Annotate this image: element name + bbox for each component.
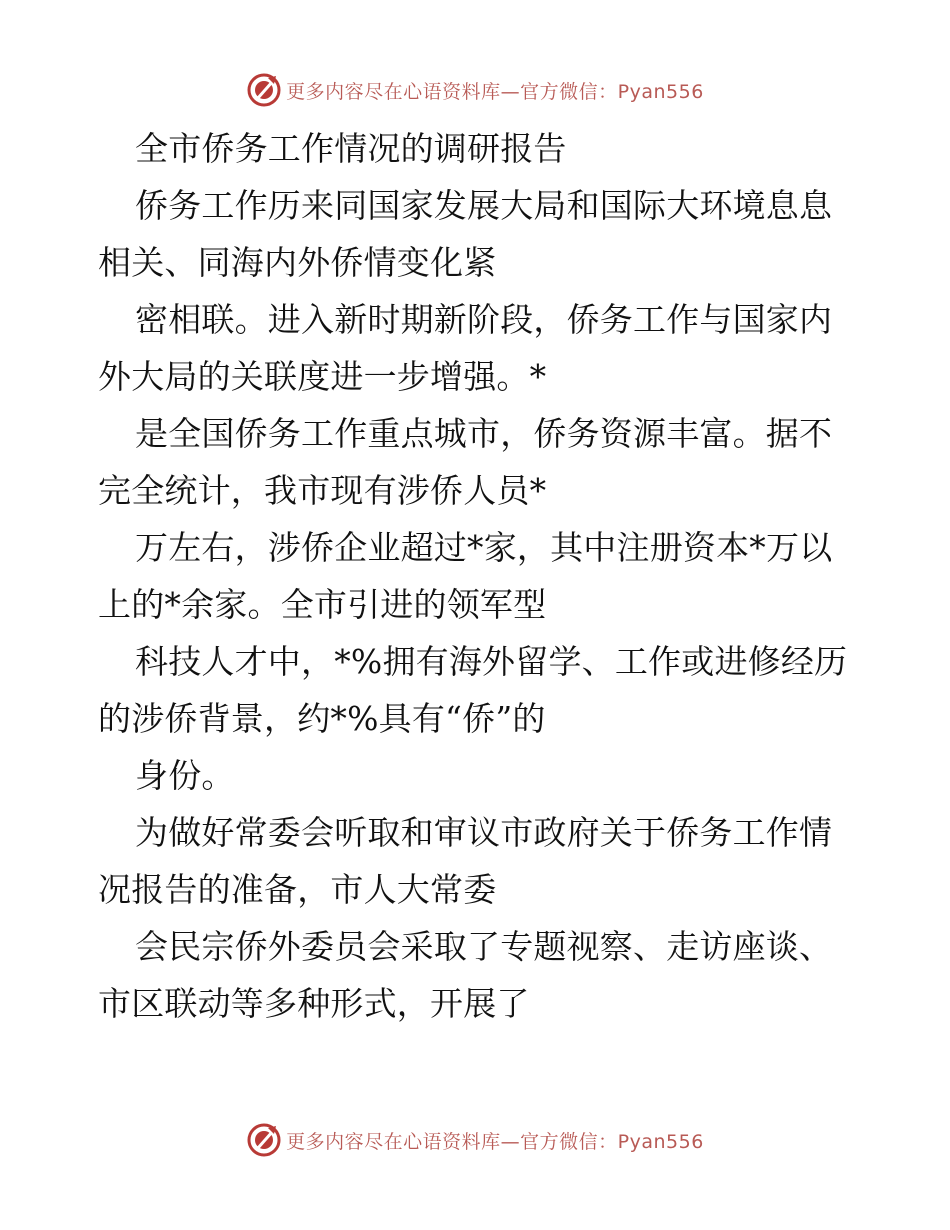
paragraph: 是全国侨务工作重点城市，侨务资源丰富。据不完全统计，我市现有涉侨人员*: [98, 414, 833, 510]
document-body: [98, 120, 858, 1032]
paragraph: 会民宗侨外委员会采取了专题视察、走访座谈、市区联动等多种形式，开展了: [98, 927, 833, 1023]
paragraph: 万左右，涉侨企业超过*家，其中注册资本*万以上的*余家。全市引进的领军型: [98, 528, 833, 624]
footer-banner: [0, 1120, 950, 1160]
header-banner-text: 更多内容尽在心语资料库—官方微信：Pyan556: [286, 80, 704, 103]
footer-banner-text: 更多内容尽在心语资料库—官方微信：Pyan556: [286, 1130, 704, 1153]
logo-icon: [246, 1122, 282, 1158]
paragraph: 身份。: [135, 756, 235, 795]
header-banner: [0, 70, 950, 110]
paragraph: 为做好常委会听取和审议市政府关于侨务工作情况报告的准备，市人大常委: [98, 813, 833, 909]
logo-icon: [246, 72, 282, 108]
paragraph: 密相联。进入新时期新阶段，侨务工作与国家内外大局的关联度进一步增强。*: [98, 300, 833, 396]
document-title: 全市侨务工作情况的调研报告: [135, 129, 567, 168]
paragraph: 科技人才中，*%拥有海外留学、工作或进修经历的涉侨背景，约*%具有“侨”的: [98, 642, 848, 738]
paragraph: 侨务工作历来同国家发展大局和国际大环境息息相关、同海内外侨情变化紧: [98, 186, 833, 282]
